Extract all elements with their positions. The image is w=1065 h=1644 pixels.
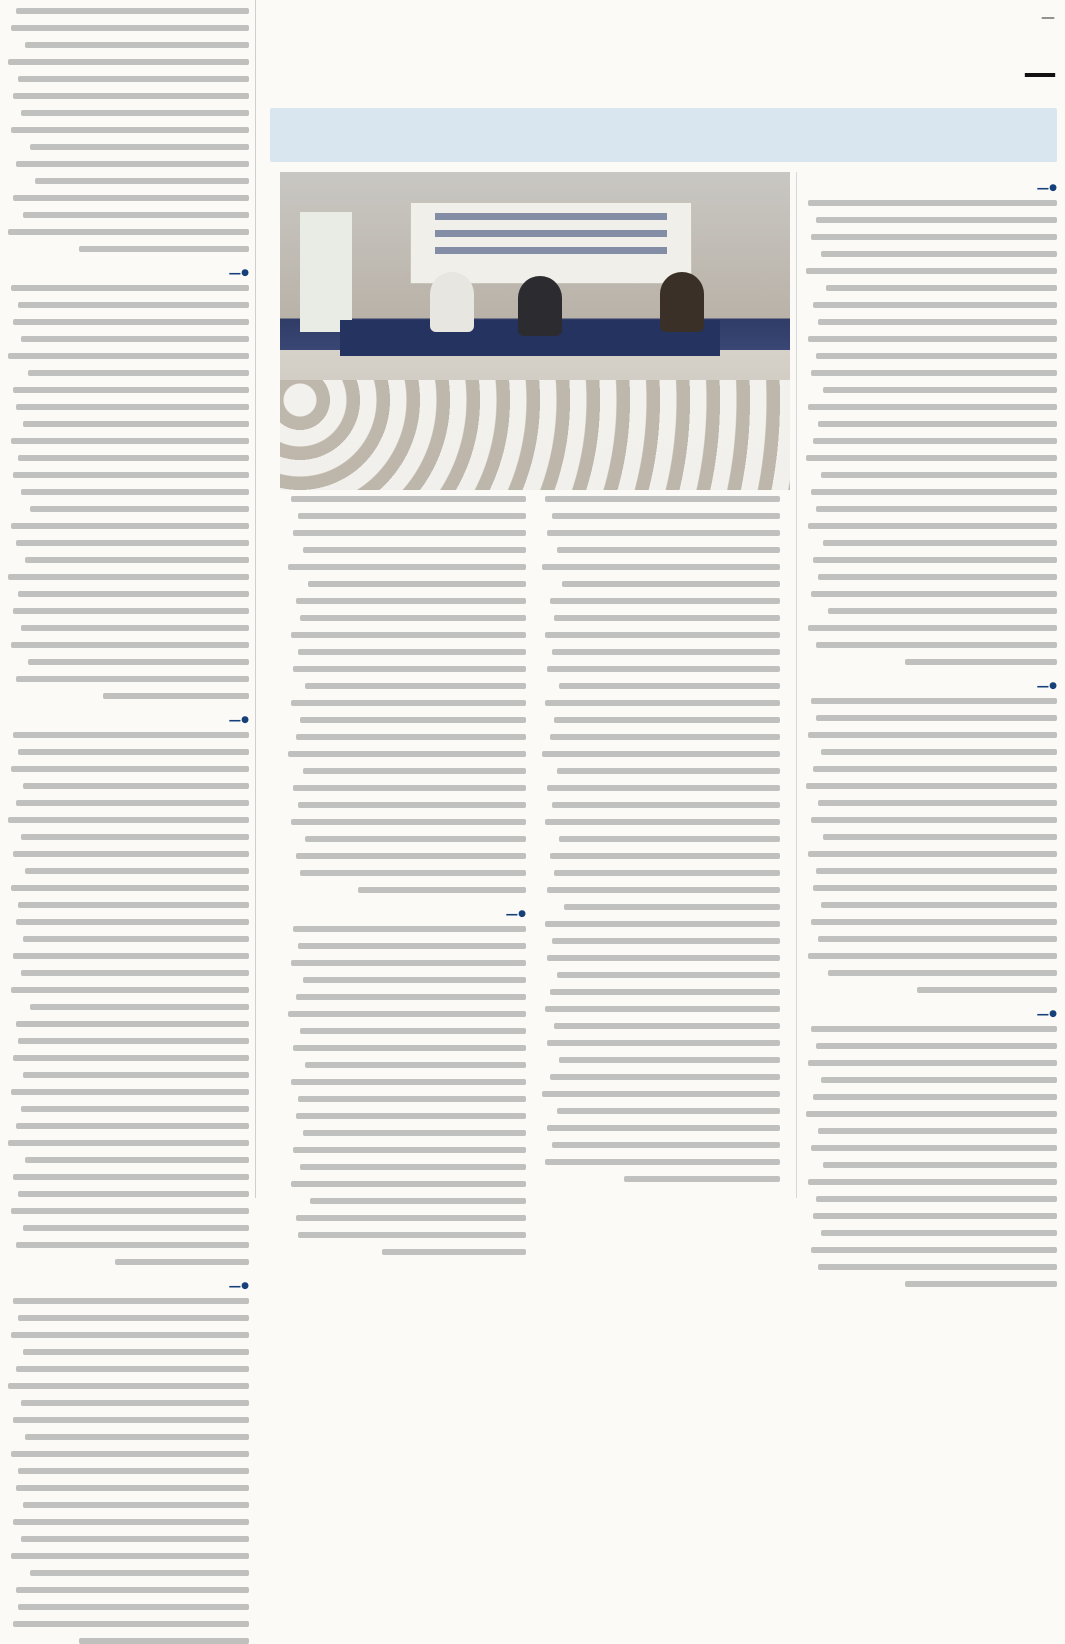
left-column (0, 0, 256, 1293)
left-text-block-3 (6, 732, 249, 1265)
photo-person (430, 272, 474, 332)
middle1-text-block-1 (540, 496, 780, 1182)
left-subhead-1: ● — (6, 263, 249, 283)
article-headline: — (1023, 53, 1057, 93)
article-photo (280, 172, 790, 490)
article-lead (270, 108, 1057, 162)
photo-flag (300, 212, 352, 332)
middle2-text-block-1 (286, 496, 526, 893)
left-text-block-4 (6, 1298, 249, 1644)
right-subhead-3: ● — (803, 1004, 1057, 1024)
left-subhead-2: ● — (6, 710, 249, 730)
left-subhead-3: ● — (6, 1276, 249, 1296)
left-text-block-1 (6, 8, 249, 252)
right-subhead-1: ● — (803, 178, 1057, 198)
middle2-text-block-2 (286, 926, 526, 1255)
right-column (796, 172, 1057, 1198)
middle-column-2 (286, 494, 526, 1198)
right-text-block-3 (803, 1026, 1057, 1287)
middle-subhead-1: ● — (286, 904, 526, 924)
middle-column-1 (540, 494, 780, 1198)
article-kicker: — (1041, 10, 1055, 26)
photo-audience (280, 380, 790, 490)
photo-person (660, 272, 704, 332)
photo-person (518, 276, 562, 336)
right-text-block-2 (803, 698, 1057, 993)
right-text-block-1 (803, 200, 1057, 665)
right-subhead-2: ● — (803, 676, 1057, 696)
left-text-block-2 (6, 285, 249, 699)
